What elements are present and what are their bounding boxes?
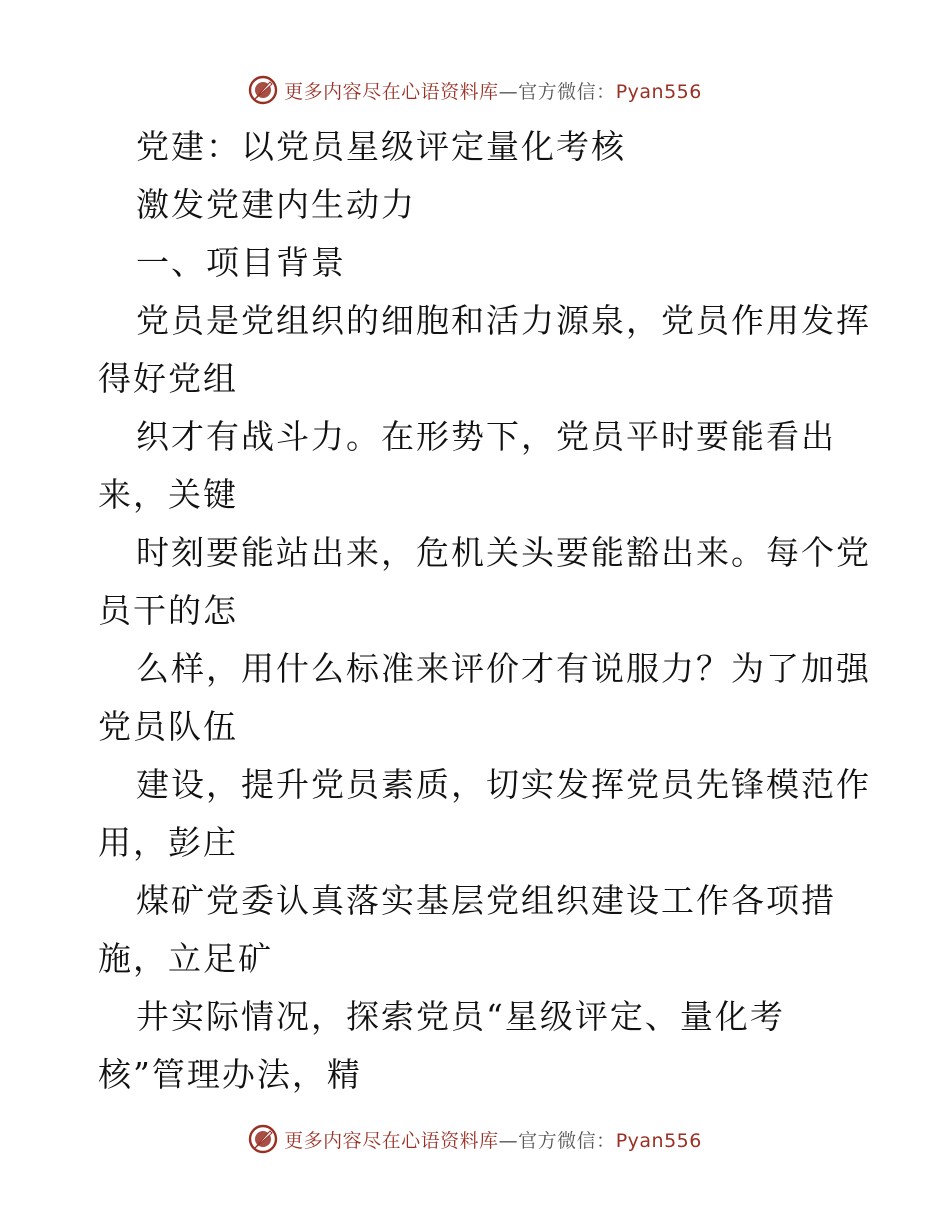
watermark-separator: — (498, 1129, 519, 1152)
document-line: 建设，提升党员素质，切实发挥党员先锋模范作 (136, 765, 871, 804)
document-body (98, 118, 871, 1104)
document-line: 党建：以党员星级评定量化考核 (136, 127, 626, 166)
watermark-text (284, 77, 702, 104)
document-line: 井实际情况，探索党员“星级评定、量化考 (136, 997, 785, 1036)
document-line: 么样，用什么标准来评价才有说服力？为了加强 (136, 649, 871, 688)
document-line: 核”管理办法，精 (98, 1055, 362, 1094)
document-line: 一、项目背景 (136, 243, 346, 282)
document-line: 织才有战斗力。在形势下，党员平时要能看出 (136, 417, 836, 456)
watermark-text (284, 1126, 702, 1153)
document-line: 得好党组 (98, 359, 238, 398)
watermark-site-text: 更多内容尽在心语资料库 (284, 80, 499, 103)
watermark-separator: — (498, 80, 519, 103)
watermark-footer (0, 1119, 950, 1159)
document-line: 时刻要能站出来，危机关头要能豁出来。每个党 (136, 533, 871, 572)
watermark-wechat-label: 官方微信： (518, 80, 616, 103)
document-line: 党员队伍 (98, 707, 238, 746)
watermark-site-text: 更多内容尽在心语资料库 (284, 1129, 499, 1152)
quill-logo-icon (248, 75, 278, 105)
watermark-wechat-id: Pyan556 (615, 80, 702, 103)
document-line: 激发党建内生动力 (136, 185, 416, 224)
document-line: 员干的怎 (98, 591, 238, 630)
watermark-wechat-id: Pyan556 (615, 1129, 702, 1152)
document-line: 煤矿党委认真落实基层党组织建设工作各项措 (136, 881, 836, 920)
watermark-header (0, 70, 950, 110)
document-line: 用，彭庄 (98, 823, 238, 862)
quill-logo-icon (248, 1124, 278, 1154)
watermark-wechat-label: 官方微信： (518, 1129, 616, 1152)
document-line: 来，关键 (98, 475, 238, 514)
document-line: 施，立足矿 (98, 939, 273, 978)
document-line: 党员是党组织的细胞和活力源泉，党员作用发挥 (136, 301, 871, 340)
